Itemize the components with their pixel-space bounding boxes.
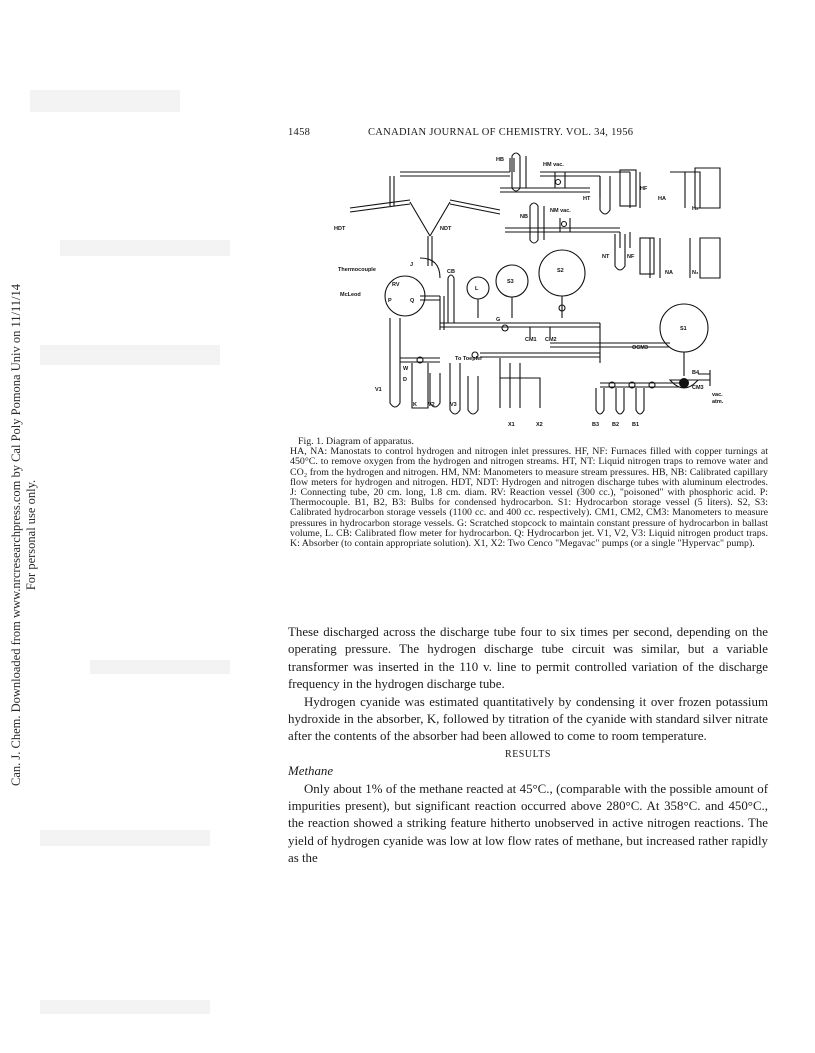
label-HT: HT bbox=[583, 196, 591, 202]
label-thermocouple: Thermocouple bbox=[338, 267, 376, 273]
apparatus-diagram bbox=[300, 148, 740, 433]
scan-smudge bbox=[60, 240, 230, 256]
scan-smudge bbox=[40, 1000, 210, 1014]
label-S2: S2 bbox=[557, 268, 564, 274]
caption-text: HA, NA: Manostats to control hydrogen and nitrogen inlet pressures. HF, NF: Furnaces filled with copper turnings at 450°C. to remove oxygen from the hydrogen and nitrogen streams. HT, NT: Liquid nitrogen traps to remove water and CO₂ from the hydrogen and nitrogen. HM, NM: Manometers to measure stream pressures. HB, NB: Calibrated capillary flow meters for hydrogen and nitrogen. HDT, NDT: Hydrogen and nitrogen discharge tubes with aluminum electrodes. J: Connecting tube, 20 cm. long, 1.8 cm. diam. RV: Reaction vessel (300 cc.), "poisoned" with phosphoric acid. P: Thermocouple. B1, B2, B3: Bulbs for condensed hydrocarbon. S1: Hydrocarbon storage vessel (5 liters). S2, S3: Calibrated hydrocarbon storage vessels (1100 cc. and 400 cc. respectively). CM1, CM2, CM3: Manometers to measure pressures in hydrocarbon storage vessels. G: Scratched stopcock to maintain constant pressure of hydrocarbon in ballast volume, L. CB: Calibrated flow meter for hydrocarbon. Q: Hydrocarbon jet. V1, V2, V3: Liquid nitrogen product traps. K: Absorber (to contain appropriate solution). X1, X2: Two Cenco "Megavac" pumps (or a single "Hypervac" pump). bbox=[290, 446, 768, 550]
label-HM: HM vac. bbox=[543, 162, 564, 168]
label-P: P bbox=[388, 298, 392, 304]
label-CM1: CM1 bbox=[525, 337, 537, 343]
label-V2: V2 bbox=[428, 402, 435, 408]
label-NA: NA bbox=[665, 270, 673, 276]
scan-smudge bbox=[40, 830, 210, 846]
label-HDT: HDT bbox=[334, 226, 346, 232]
paragraph-1: These discharged across the discharge tube four to six times per second, depending on the operating pressure. The hydrogen discharge tube circuit was similar, but a variable transformer was inserted in the 110 v. line to permit controlled variation of the discharge frequency in the hydrogen discharge tube. bbox=[288, 625, 768, 692]
label-L: L bbox=[475, 286, 479, 292]
label-V1: V1 bbox=[375, 387, 382, 393]
label-S3: S3 bbox=[507, 279, 514, 285]
watermark-line-1: Can. J. Chem. Downloaded from www.nrcresearchpress.com by Cal Poly Pomona Univ on 11/11/14 bbox=[9, 284, 23, 787]
label-V3: V3 bbox=[450, 402, 457, 408]
label-NF: NF bbox=[627, 254, 635, 260]
label-S1: S1 bbox=[680, 326, 687, 332]
label-Q: Q bbox=[410, 298, 415, 304]
watermark-line-2: For personal use only. bbox=[24, 479, 38, 591]
label-CM3: CM3 bbox=[692, 385, 704, 391]
subsection-heading: Methane bbox=[288, 764, 334, 779]
label-NDT: NDT bbox=[440, 226, 452, 232]
label-H2: H₂ bbox=[692, 206, 699, 212]
label-HA: HA bbox=[658, 196, 666, 202]
label-B1: B1 bbox=[632, 422, 640, 428]
label-X1: X1 bbox=[508, 422, 515, 428]
section-heading: RESULTS bbox=[505, 748, 551, 760]
label-atm: atm. bbox=[712, 399, 724, 405]
label-G: G bbox=[496, 317, 501, 323]
label-W: W bbox=[403, 366, 409, 372]
label-CB: CB bbox=[447, 269, 455, 275]
label-NB: NB bbox=[520, 214, 528, 220]
label-X2: X2 bbox=[536, 422, 543, 428]
scan-smudge bbox=[90, 660, 230, 674]
label-B4: B4 bbox=[692, 370, 700, 376]
body-text bbox=[288, 624, 768, 868]
label-toepler: To Toepler bbox=[455, 356, 483, 362]
paragraph-2: Hydrogen cyanide was estimated quantitatively by condensing it over frozen potassium hydroxide in the absorber, K, followed by titration of the cyanide with standard silver nitrate after the contents of the absorber had been allowed to come to room temperature. bbox=[288, 694, 768, 744]
figure-caption bbox=[290, 437, 768, 549]
paragraph-3: Only about 1% of the methane reacted at 45°C., (comparable with the possible amount of impurities present), but significant reaction occurred above 280°C. At 358°C. and 450°C., the reaction showed a striking feature hitherto unobserved in active nitrogen reactions. The yield of hydrogen cyanide was low at low flow rates of methane, but increased rather rapidly as the bbox=[288, 781, 768, 866]
scan-smudge bbox=[30, 90, 180, 112]
download-watermark bbox=[9, 255, 39, 815]
label-NT: NT bbox=[602, 254, 610, 260]
journal-title: CANADIAN JOURNAL OF CHEMISTRY. VOL. 34, 1956 bbox=[368, 127, 634, 138]
page-number: 1458 bbox=[288, 127, 311, 138]
label-mcleod: McLeod bbox=[340, 292, 361, 298]
label-D: D bbox=[403, 377, 407, 383]
label-CM2: CM2 bbox=[545, 337, 557, 343]
label-vac: vac. bbox=[712, 392, 723, 398]
scan-smudge bbox=[40, 345, 220, 365]
caption-title: Fig. 1. Diagram of apparatus. bbox=[298, 436, 415, 447]
label-N2: N₂ bbox=[692, 270, 699, 276]
label-HB: HB bbox=[496, 157, 504, 163]
label-NM: NM vac. bbox=[550, 208, 571, 214]
label-HF: HF bbox=[640, 186, 648, 192]
label-B2: B2 bbox=[612, 422, 620, 428]
label-RV: RV bbox=[392, 282, 400, 288]
label-OCM3: OCM3 bbox=[632, 345, 648, 351]
label-J: J bbox=[410, 262, 414, 268]
label-K: K bbox=[413, 402, 417, 408]
label-B3: B3 bbox=[592, 422, 600, 428]
